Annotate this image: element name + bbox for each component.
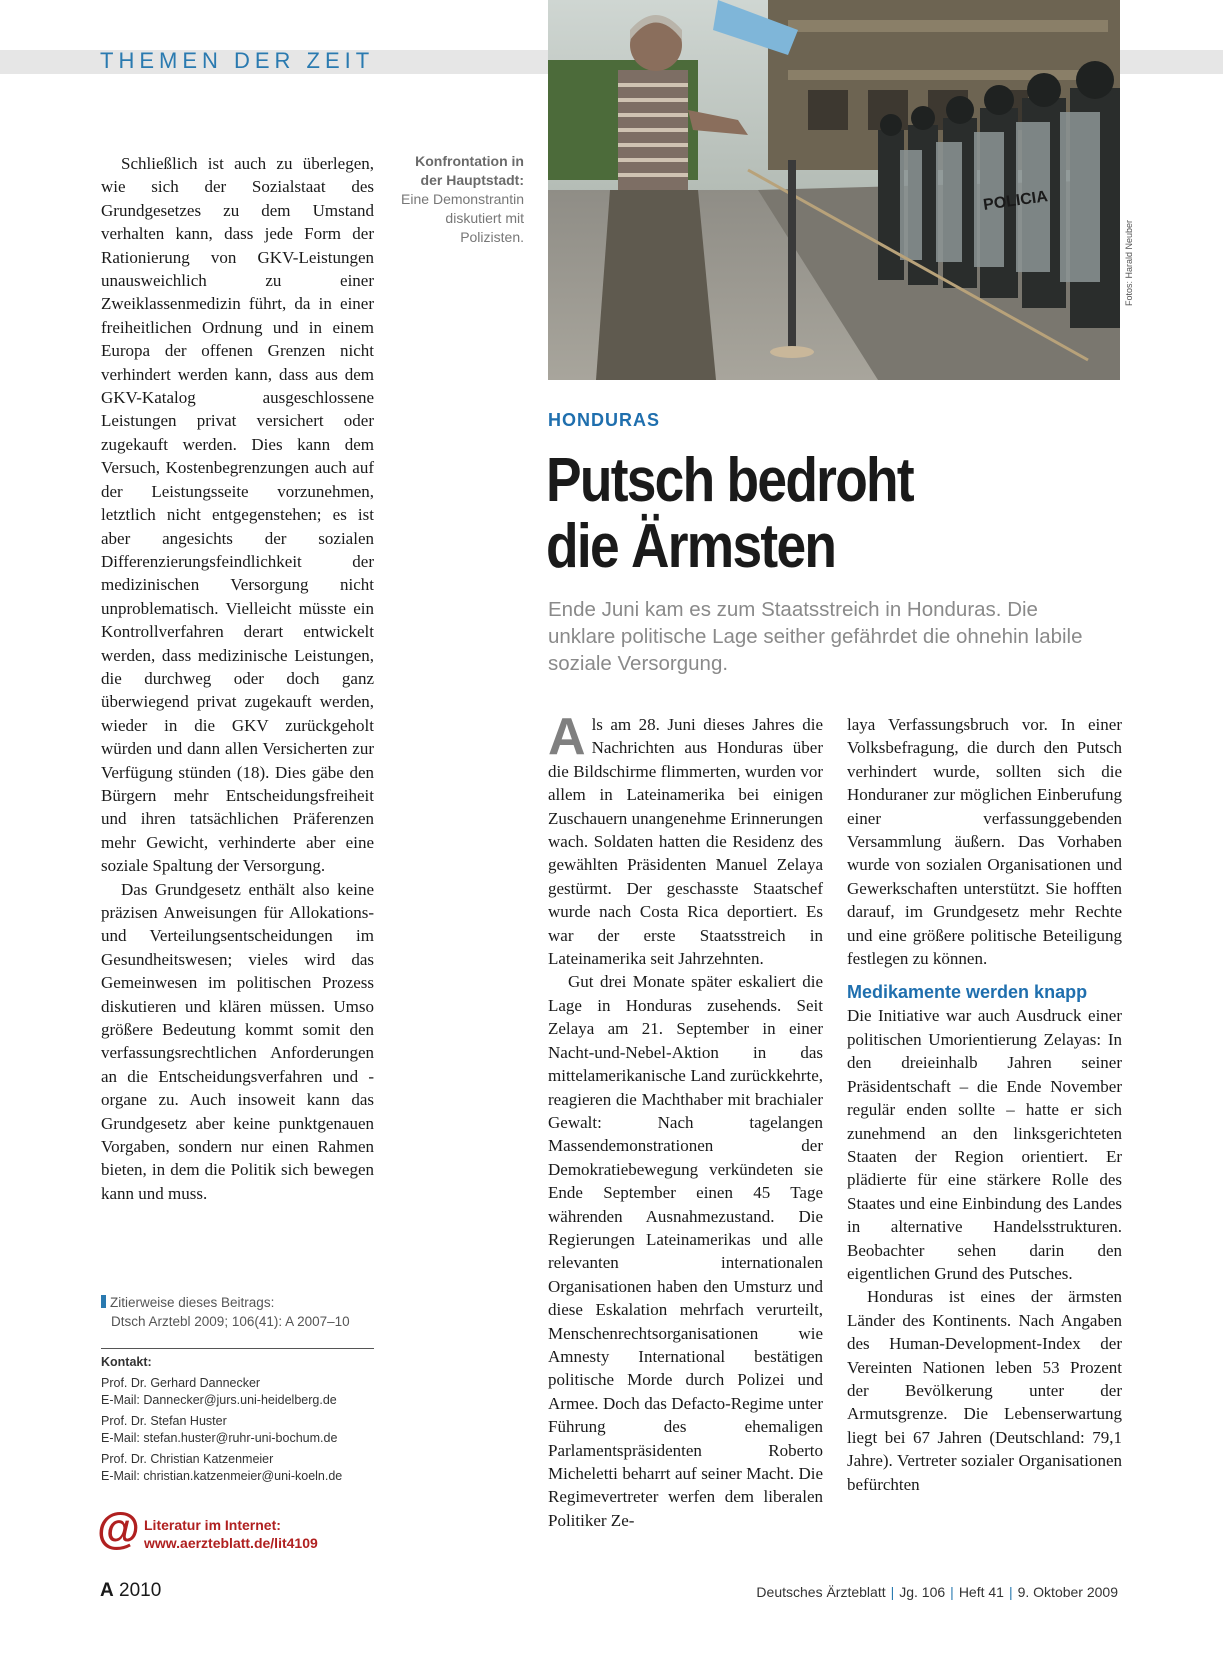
contact-email[interactable]: E-Mail: Dannecker@jurs.uni-heidelberg.de bbox=[101, 1393, 337, 1407]
caption-text: Eine Demonstrantin diskutiert mit Polizisten. bbox=[401, 191, 524, 245]
literature-label: Literatur im Internet: bbox=[144, 1517, 281, 1533]
footer-separator: | bbox=[1008, 1584, 1013, 1600]
page-number-value: 2010 bbox=[119, 1580, 162, 1601]
page-prefix: A bbox=[100, 1580, 114, 1601]
left-paragraph-2: Das Grundgesetz enthält also keine präzisen Anweisungen für Allokations- und Verteilungsentscheidungen im Gesundheitswesen; vieles wird das Gemeinwesen im politischen Prozess diskutieren und klären müssen. Umso größere Bedeutung kommt somit den verfassungsrechtlichen Anforderungen an die Entscheidungsverfahren und -organe zu. Auch insoweit kann das Grundgesetz aber keine punktgenauen Vorgaben, sondern nur einen Rahmen bieten, in dem die Politik sich bewegen kann und muss. bbox=[101, 879, 374, 1203]
article-headline bbox=[546, 448, 1028, 580]
protest-photo-illustration bbox=[548, 0, 1120, 380]
photo-credit: Fotos: Harald Neuber bbox=[1124, 219, 1134, 306]
article-lead: Ende Juni kam es zum Staatsstreich in Honduras. Die unklare politische Lage seither gefährdet die ohnehin labile soziale Versorgung. bbox=[548, 598, 1083, 675]
citation-block bbox=[101, 1293, 374, 1331]
footer-separator: | bbox=[890, 1584, 895, 1600]
middle-paragraph-1-text: ls am 28. Juni dieses Jahres die Nachrichten aus Honduras über die Bildschirme flimmerten, wurden vor allem in Lateinamerika bei einigen Zuschauern unangenehme Erinnerungen wach. Soldaten hatten die Residenz des gewählten Präsidenten Manuel Zelaya gestürmt. Der geschasste Staatschef wurde nach Costa Rica deportiert. Es war der erste Staatsstreich in Lateinamerika seit Jahrzehnten. bbox=[548, 715, 823, 969]
page-number bbox=[100, 1580, 161, 1602]
footer-journal-info bbox=[756, 1584, 1118, 1600]
article-kicker: HONDURAS bbox=[548, 410, 661, 430]
right-paragraph-2: Die Initiative war auch Ausdruck einer politischen Umorientierung Zelayas: In den dreieinhalb Jahren seiner Präsidentschaft – die Ende November regulär enden sollte – hatte er sich zunehmend an den linksgerichteten Staaten der Region orientiert. Er plädierte für eine stärkere Rolle des Staates und eine Einbindung des Landes in alternative Handelsstrukturen. Beobachter sehen darin den eigentlichen Grund des Putsches. bbox=[847, 1006, 1122, 1283]
headline-line-1: Putsch bedroht bbox=[546, 446, 913, 515]
footer-issue: Heft 41 bbox=[958, 1584, 1004, 1600]
contact-name: Prof. Dr. Stefan Huster bbox=[101, 1414, 227, 1428]
contact-person bbox=[101, 1413, 381, 1447]
contact-block bbox=[101, 1354, 381, 1489]
at-sign-icon: @ bbox=[97, 1504, 140, 1553]
right-paragraph-1: laya Verfassungsbruch vor. In einer Volksbefragung, die durch den Putsch verhindert wurde, sollten sich die Honduraner zur möglichen Einberufung einer verfassunggebenden Versammlung äußern. Das Vorhaben wurde von sozialen Organisationen und Gewerkschaften unterstützt. Sie hofften darauf, im Grundgesetz mehr Rechte und eine größere politische Beteiligung festlegen zu können. bbox=[847, 715, 1122, 969]
middle-paragraph-1 bbox=[548, 708, 823, 970]
left-column bbox=[101, 152, 374, 1205]
footer-date: 9. Oktober 2009 bbox=[1017, 1584, 1118, 1600]
photo-caption bbox=[390, 152, 524, 247]
article-photo bbox=[548, 0, 1120, 380]
contact-person bbox=[101, 1375, 381, 1409]
right-column bbox=[847, 713, 1122, 1496]
footer-separator: | bbox=[950, 1584, 954, 1600]
caption-title: Konfrontation in der Hauptstadt: bbox=[415, 153, 524, 188]
citation-label: Zitierweise dieses Beitrags: bbox=[110, 1295, 275, 1310]
drop-cap: A bbox=[548, 708, 586, 766]
contact-person bbox=[101, 1451, 381, 1485]
subheading: Medikamente werden knapp bbox=[847, 982, 1088, 1003]
contact-divider bbox=[101, 1348, 374, 1349]
literature-link-block bbox=[97, 1504, 397, 1556]
footer-volume: Jg. 106 bbox=[899, 1584, 946, 1600]
middle-column bbox=[548, 708, 823, 1532]
right-paragraph-3: Honduras ist eines der ärmsten Länder des Kontinents. Nach Angaben des Human-Development-Index der Vereinten Nationen leben 53 Prozent der Bevölkerung unter der Armutsgrenze. Die Lebenserwartung liegt bei 67 Jahren (Deutschland: 79,1 Jahre). Vertreter sozialer Organisationen befürchten bbox=[847, 1287, 1122, 1494]
literature-url[interactable]: www.aerzteblatt.de/lit4109 bbox=[144, 1535, 318, 1551]
shield-text: POLICIA bbox=[982, 188, 1049, 214]
left-paragraph-1: Schließlich ist auch zu überlegen, wie sich der Sozialstaat des Grundgesetzes zu dem Umstand verhalten kann, dass jede Form der Rationierung von GKV-Leistungen unausweichlich zu einer Zweiklassenmedizin führt, da in einer freiheitlichen Ordnung und in einem Europa der offenen Grenzen nicht verhindert werden kann, dass aus dem GKV-Katalog ausgeschlossene Leistungen privat versichert oder zugekauft werden. Dies kann dem Versuch, Kostenbegrenzungen auch auf der Leistungsseite vorzunehmen, letztlich nicht entgegenstehen; es ist aber angesichts der sozialen Differenzierungsfeindlichkeit der medizinischen Versorgung nicht unproblematisch. Vielleicht müsste ein Kontrollverfahren derart entwickelt werden, dass medizinische Leistungen, die durchweg oder doch ganz überwiegend privat zugekauft werden, wieder in die GKV zurückgeholt würden und dann allen Versicherten zur Verfügung stünden (18). Dies gäbe den Bürgern mehr Entscheidungsfreiheit und ihren tatsächlichen Präferenzen mehr Gewicht, verhinderte aber eine soziale Spaltung der Versorgung. bbox=[101, 154, 374, 876]
contact-name: Prof. Dr. Christian Katzenmeier bbox=[101, 1452, 274, 1466]
contact-name: Prof. Dr. Gerhard Dannecker bbox=[101, 1376, 261, 1390]
headline-line-2: die Ärmsten bbox=[546, 512, 836, 581]
citation-reference: Dtsch Arztebl 2009; 106(41): A 2007–10 bbox=[111, 1314, 350, 1329]
contact-email[interactable]: E-Mail: stefan.huster@ruhr-uni-bochum.de bbox=[101, 1431, 338, 1445]
middle-paragraph-2: Gut drei Monate später eskaliert die Lage in Honduras zusehends. Seit Zelaya am 21. September in einer Nacht-und-Nebel-Aktion in das mittelamerikanische Land zurückkehrte, reagieren die Machthaber mit brachialer Gewalt: Nach tagelangen Massendemonstrationen der Demokratiebewegung verkündeten sie Ende September einen 45 Tage währenden Ausnahmezustand. Die Regierungen Lateinamerikas und alle relevanten internationalen Organisationen haben den Umsturz und diese Eskalation mehrfach verurteilt, Menschenrechtsorganisationen wie Amnesty International bestätigen politische Morde durch Polizei und Armee. Doch das Defacto-Regime unter Führung des ehemaligen Parlamentspräsidenten Roberto Micheletti beharrt auf seiner Macht. Die Regimevertreter werfen dem liberalen Politiker Ze- bbox=[548, 972, 823, 1530]
section-label: THEMEN DER ZEIT bbox=[100, 48, 375, 73]
citation-marker-icon bbox=[101, 1295, 106, 1308]
contact-email[interactable]: E-Mail: christian.katzenmeier@uni-koeln.de bbox=[101, 1469, 343, 1483]
contact-title: Kontakt: bbox=[101, 1355, 152, 1369]
literature-text bbox=[144, 1516, 318, 1552]
footer-journal: Deutsches Ärzteblatt bbox=[756, 1584, 886, 1600]
